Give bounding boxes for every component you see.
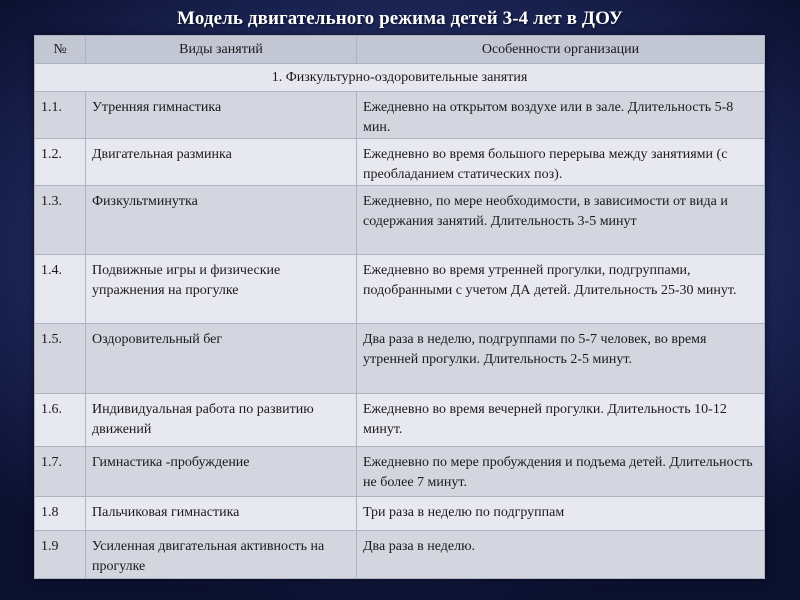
row-organization: Ежедневно, по мере необходимости, в зависимости от вида и содержания занятий. Длительность 3-5 минут bbox=[357, 186, 765, 255]
header-organization: Особенности организации bbox=[357, 36, 765, 64]
row-number: 1.2. bbox=[35, 139, 86, 186]
row-number: 1.3. bbox=[35, 186, 86, 255]
row-activity-type: Пальчиковая гимнастика bbox=[86, 497, 357, 531]
row-organization: Три раза в неделю по подгруппам bbox=[357, 497, 765, 531]
table-row bbox=[35, 324, 765, 394]
row-activity-type: Усиленная двигательная активность на прогулке bbox=[86, 531, 357, 579]
table-row bbox=[35, 497, 765, 531]
row-activity-type: Двигательная разминка bbox=[86, 139, 357, 186]
row-activity-type: Утренняя гимнастика bbox=[86, 92, 357, 139]
row-organization: Два раза в неделю, подгруппами по 5-7 человек, во время утренней прогулки. Длительность 2-5 минут. bbox=[357, 324, 765, 394]
section-row bbox=[35, 64, 765, 92]
row-number: 1.8 bbox=[35, 497, 86, 531]
row-activity-type: Физкультминутка bbox=[86, 186, 357, 255]
row-number: 1.9 bbox=[35, 531, 86, 579]
row-number: 1.4. bbox=[35, 255, 86, 324]
row-number: 1.7. bbox=[35, 447, 86, 497]
table-row bbox=[35, 394, 765, 447]
row-organization: Ежедневно на открытом воздухе или в зале. Длительность 5-8 мин. bbox=[357, 92, 765, 139]
row-organization: Ежедневно по мере пробуждения и подъема детей. Длительность не более 7 минут. bbox=[357, 447, 765, 497]
motor-regime-table bbox=[34, 35, 765, 579]
row-number: 1.1. bbox=[35, 92, 86, 139]
table-header-row bbox=[35, 36, 765, 64]
table-row bbox=[35, 255, 765, 324]
row-organization: Ежедневно во время утренней прогулки, подгруппами, подобранными с учетом ДА детей. Длительность 25-30 минут. bbox=[357, 255, 765, 324]
table-row bbox=[35, 447, 765, 497]
row-activity-type: Оздоровительный бег bbox=[86, 324, 357, 394]
row-organization: Ежедневно во время большого перерыва между занятиями (с преобладанием статических поз). bbox=[357, 139, 765, 186]
table-row bbox=[35, 139, 765, 186]
table-row bbox=[35, 92, 765, 139]
row-number: 1.6. bbox=[35, 394, 86, 447]
header-activity-type: Виды занятий bbox=[86, 36, 357, 64]
row-activity-type: Гимнастика -пробуждение bbox=[86, 447, 357, 497]
row-organization: Два раза в неделю. bbox=[357, 531, 765, 579]
section-title: 1. Физкультурно-оздоровительные занятия bbox=[35, 64, 765, 92]
slide-title: Модель двигательного режима детей 3-4 лет в ДОУ bbox=[177, 8, 623, 29]
row-organization: Ежедневно во время вечерней прогулки. Длительность 10-12 минут. bbox=[357, 394, 765, 447]
table-row bbox=[35, 531, 765, 579]
row-activity-type: Подвижные игры и физические упражнения на прогулке bbox=[86, 255, 357, 324]
table-row bbox=[35, 186, 765, 255]
header-number: № bbox=[35, 36, 86, 64]
row-number: 1.5. bbox=[35, 324, 86, 394]
row-activity-type: Индивидуальная работа по развитию движений bbox=[86, 394, 357, 447]
